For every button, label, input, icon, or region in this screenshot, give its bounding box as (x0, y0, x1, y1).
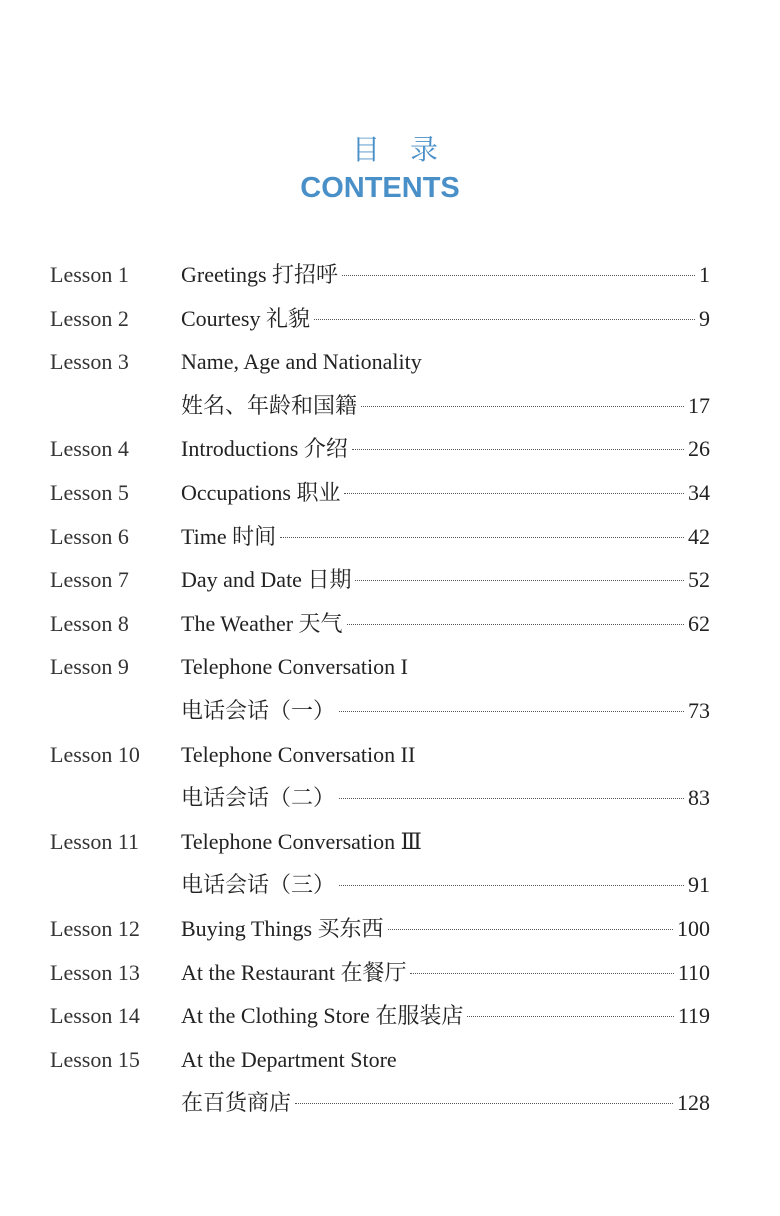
page-number: 100 (677, 915, 710, 941)
toc-entry[interactable] (50, 863, 710, 907)
lesson-title: At the Clothing Store 在服装店 (181, 1003, 464, 1029)
lesson-title: Occupations 职业 (181, 479, 341, 505)
lesson-title: Telephone Conversation I (181, 654, 408, 680)
toc-entry[interactable] (50, 384, 710, 428)
lesson-label: Lesson 15 (50, 1046, 140, 1072)
dot-leader (280, 537, 684, 538)
lesson-label: Lesson 3 (50, 349, 129, 375)
page-number: 73 (688, 697, 710, 723)
lesson-title: Introductions 介绍 (181, 436, 348, 462)
dot-leader (388, 929, 673, 930)
lesson-label: Lesson 13 (50, 959, 140, 985)
lesson-title: Time 时间 (181, 523, 277, 549)
dot-leader (467, 1016, 673, 1017)
toc-entry[interactable] (50, 907, 710, 951)
lesson-title: At the Department Store (181, 1046, 397, 1072)
page-number: 110 (677, 959, 710, 985)
toc-entry[interactable] (50, 515, 710, 559)
toc-entry[interactable] (50, 733, 710, 777)
lesson-label: Lesson 1 (50, 262, 129, 287)
page-number: 34 (688, 479, 710, 505)
lesson-label: Lesson 12 (50, 915, 140, 941)
page-number: 26 (688, 436, 710, 462)
toc-entry[interactable] (50, 558, 710, 602)
contents-title-chinese: 目录 (351, 133, 468, 166)
page-number: 91 (688, 872, 710, 898)
page-number: 1 (699, 262, 710, 287)
lesson-title: Telephone Conversation II (181, 741, 416, 767)
toc-entry[interactable] (50, 645, 710, 689)
toc-entry[interactable] (50, 253, 710, 297)
toc-entry[interactable] (50, 1081, 710, 1125)
lesson-title: Name, Age and Nationality (181, 349, 422, 375)
dot-leader (339, 885, 684, 886)
page-number: 119 (677, 1003, 710, 1029)
lesson-label: Lesson 4 (50, 436, 129, 462)
lesson-label: Lesson 8 (50, 610, 129, 636)
page-number: 52 (688, 567, 710, 593)
dot-leader (355, 580, 684, 581)
dot-leader (314, 319, 695, 320)
toc-entry[interactable] (50, 471, 710, 515)
lesson-title: 姓名、年龄和国籍 (181, 392, 358, 418)
lesson-title: 电话会话（一） (181, 697, 336, 723)
toc-entry[interactable] (50, 427, 710, 471)
toc-entry[interactable] (50, 820, 710, 864)
dot-leader (410, 973, 673, 974)
dot-leader (361, 406, 684, 407)
page-number: 17 (688, 392, 710, 418)
lesson-title: 在百货商店 (181, 1090, 292, 1116)
page-number: 42 (688, 523, 710, 549)
table-of-contents (50, 253, 710, 1125)
toc-entry[interactable] (50, 689, 710, 733)
lesson-title: Telephone Conversation Ⅲ (181, 828, 422, 854)
lesson-label: Lesson 9 (50, 654, 129, 680)
lesson-title: Day and Date 日期 (181, 567, 352, 593)
lesson-label: Lesson 7 (50, 567, 129, 593)
toc-entry[interactable] (50, 602, 710, 646)
toc-entry[interactable] (50, 951, 710, 995)
lesson-title: 电话会话（二） (181, 785, 336, 811)
dot-leader (344, 493, 684, 494)
lesson-title: The Weather 天气 (181, 610, 343, 636)
page-number: 9 (699, 305, 710, 331)
lesson-label: Lesson 5 (50, 479, 129, 505)
lesson-label: Lesson 11 (50, 828, 140, 854)
toc-entry[interactable] (50, 1038, 710, 1082)
page-number: 128 (677, 1090, 710, 1116)
dot-leader (295, 1103, 673, 1104)
page-number: 83 (688, 785, 710, 811)
lesson-label: Lesson 6 (50, 523, 129, 549)
lesson-label: Lesson 10 (50, 741, 140, 767)
toc-entry[interactable] (50, 776, 710, 820)
dot-leader (339, 798, 684, 799)
contents-title: CONTENTS (300, 172, 460, 204)
lesson-title: Courtesy 礼貌 (181, 305, 310, 331)
lesson-label: Lesson 14 (50, 1003, 140, 1029)
dot-leader (352, 449, 684, 450)
lesson-title: Buying Things 买东西 (181, 915, 384, 941)
lesson-title: Greetings 打招呼 (181, 262, 339, 287)
toc-entry[interactable] (50, 340, 710, 384)
lesson-title: At the Restaurant 在餐厅 (181, 959, 407, 985)
toc-entry[interactable] (50, 994, 710, 1038)
dot-leader (347, 624, 684, 625)
page-number: 62 (688, 610, 710, 636)
toc-entry[interactable] (50, 297, 710, 341)
dot-leader (342, 275, 695, 276)
lesson-title: 电话会话（三） (181, 872, 336, 898)
dot-leader (339, 711, 684, 712)
lesson-label: Lesson 2 (50, 305, 129, 331)
